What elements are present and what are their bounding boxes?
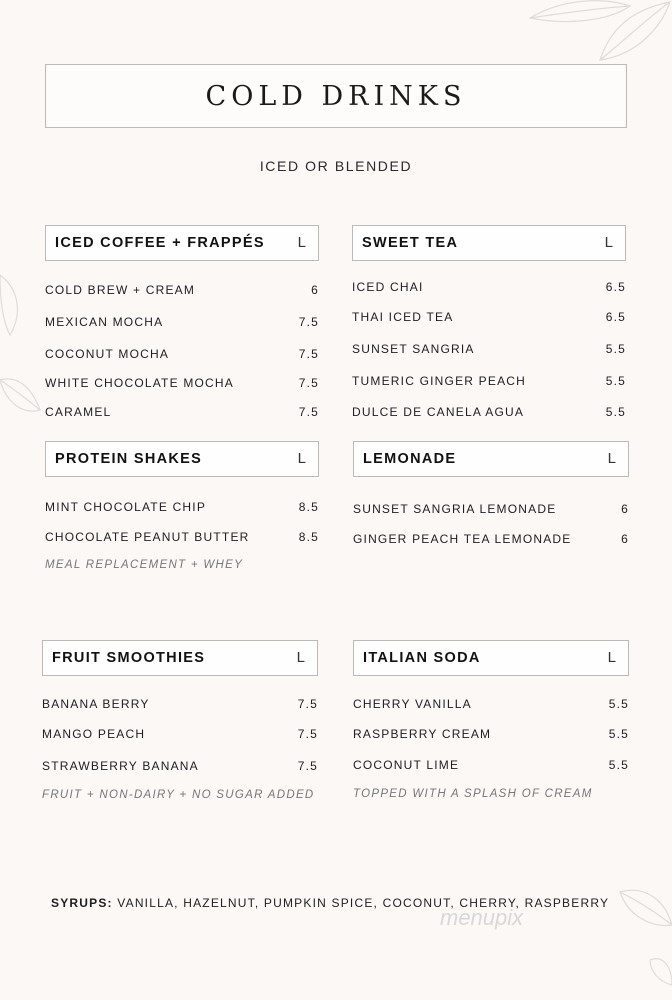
syrups-line bbox=[51, 896, 609, 910]
syrups-list: VANILLA, HAZELNUT, PUMPKIN SPICE, COCONUT, CHERRY, RASPBERRY bbox=[117, 896, 610, 910]
section-protein-shakes bbox=[45, 441, 319, 571]
item-name: THAI ICED TEA bbox=[352, 310, 454, 324]
item-name: CHERRY VANILLA bbox=[353, 697, 472, 711]
section-iced-coffee bbox=[45, 225, 319, 419]
size-label: L bbox=[296, 649, 305, 666]
section-note: MEAL REPLACEMENT + WHEY bbox=[45, 559, 244, 571]
section-note: TOPPED WITH A SPLASH OF CREAM bbox=[353, 788, 593, 800]
section-italian-soda bbox=[353, 640, 629, 800]
section-sweet-tea bbox=[352, 225, 626, 419]
item-name: MINT CHOCOLATE CHIP bbox=[45, 500, 207, 514]
item-name: ICED CHAI bbox=[352, 280, 424, 294]
item-price: 6 bbox=[621, 532, 629, 546]
section-header bbox=[45, 441, 319, 477]
item-price: 7.5 bbox=[298, 376, 319, 390]
section-title: PROTEIN SHAKES bbox=[55, 451, 203, 467]
size-label: L bbox=[607, 450, 616, 467]
section-title: ITALIAN SODA bbox=[363, 650, 481, 666]
item-name: MEXICAN MOCHA bbox=[45, 315, 164, 329]
item-name: COLD BREW + CREAM bbox=[45, 283, 196, 297]
item-price: 5.5 bbox=[608, 727, 629, 741]
title-box bbox=[45, 64, 627, 128]
size-label: L bbox=[607, 649, 616, 666]
section-header bbox=[42, 640, 318, 676]
item-name: DULCE DE CANELA AGUA bbox=[352, 405, 525, 419]
item-price: 6.5 bbox=[605, 310, 626, 324]
section-fruit-smoothies bbox=[42, 640, 318, 801]
item-name: STRAWBERRY BANANA bbox=[42, 759, 199, 773]
section-header bbox=[45, 225, 319, 261]
item-name: SUNSET SANGRIA LEMONADE bbox=[353, 502, 557, 516]
item-price: 8.5 bbox=[298, 530, 319, 544]
item-price: 6 bbox=[311, 283, 319, 297]
section-title: LEMONADE bbox=[363, 451, 457, 467]
item-name: MANGO PEACH bbox=[42, 727, 146, 741]
size-label: L bbox=[604, 234, 613, 251]
item-price: 7.5 bbox=[298, 315, 319, 329]
item-name: TUMERIC GINGER PEACH bbox=[352, 374, 527, 388]
item-price: 7.5 bbox=[298, 347, 319, 361]
item-price: 5.5 bbox=[605, 374, 626, 388]
item-name: COCONUT LIME bbox=[353, 758, 460, 772]
section-header bbox=[353, 640, 629, 676]
item-price: 5.5 bbox=[608, 697, 629, 711]
item-price: 5.5 bbox=[605, 405, 626, 419]
menu-subtitle: ICED OR BLENDED bbox=[259, 158, 413, 174]
item-price: 6.5 bbox=[605, 280, 626, 294]
item-price: 6 bbox=[621, 502, 629, 516]
item-name: RASPBERRY CREAM bbox=[353, 727, 492, 741]
item-price: 7.5 bbox=[297, 727, 318, 741]
item-name: CHOCOLATE PEANUT BUTTER bbox=[45, 530, 250, 544]
item-name: CARAMEL bbox=[45, 405, 112, 419]
section-title: ICED COFFEE + FRAPPÉS bbox=[55, 235, 265, 251]
item-name: GINGER PEACH TEA LEMONADE bbox=[353, 532, 572, 546]
item-name: BANANA BERRY bbox=[42, 697, 150, 711]
item-price: 5.5 bbox=[605, 342, 626, 356]
item-name: WHITE CHOCOLATE MOCHA bbox=[45, 376, 234, 390]
leaf-illustration-top-right bbox=[520, 0, 672, 70]
size-label: L bbox=[297, 450, 306, 467]
leaf-illustration-left bbox=[0, 270, 45, 450]
item-price: 7.5 bbox=[298, 405, 319, 419]
section-lemonade bbox=[353, 441, 629, 546]
item-price: 7.5 bbox=[297, 759, 318, 773]
item-name: COCONUT MOCHA bbox=[45, 347, 170, 361]
section-header bbox=[353, 441, 629, 477]
menu-title: COLD DRINKS bbox=[205, 80, 467, 112]
syrups-label: SYRUPS: bbox=[51, 896, 113, 910]
size-label: L bbox=[297, 234, 306, 251]
item-price: 7.5 bbox=[297, 697, 318, 711]
section-note: FRUIT + NON-DAIRY + NO SUGAR ADDED bbox=[42, 789, 315, 801]
item-name: SUNSET SANGRIA bbox=[352, 342, 475, 356]
section-header bbox=[352, 225, 626, 261]
item-price: 5.5 bbox=[608, 758, 629, 772]
section-title: FRUIT SMOOTHIES bbox=[52, 650, 206, 666]
leaf-illustration-bottom-right bbox=[600, 880, 672, 1000]
section-title: SWEET TEA bbox=[362, 235, 459, 251]
item-price: 8.5 bbox=[298, 500, 319, 514]
watermark: menupix bbox=[440, 905, 524, 930]
